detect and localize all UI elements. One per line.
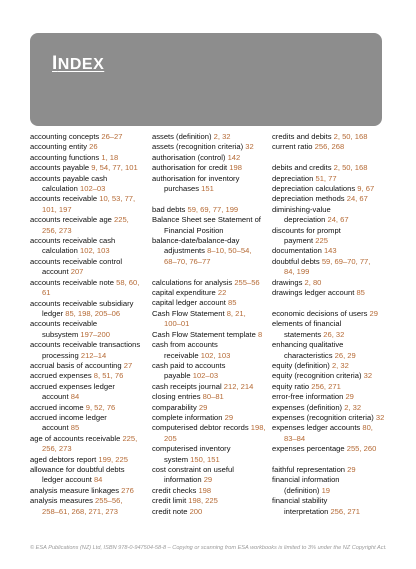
index-page-numbers: 198 [229, 163, 242, 173]
index-entry [272, 309, 384, 319]
index-term: Cash Flow Statement template [152, 329, 258, 339]
index-page-numbers: 68–70, 76–77 [164, 256, 211, 266]
index-page-numbers: 1, 18 [101, 152, 119, 162]
page-title [52, 53, 104, 75]
index-entry [272, 132, 384, 142]
index-entry [272, 246, 384, 256]
index-page-numbers: 256, 271 [330, 506, 360, 516]
index-entry [152, 226, 266, 236]
index-term: depreciation [284, 215, 328, 225]
index-term: accrued expenses [30, 371, 94, 381]
index-term: credits and debits [272, 132, 334, 141]
index-entry [272, 434, 384, 444]
index-term: ledger account [42, 475, 94, 485]
index-page-numbers: 207 [70, 267, 84, 277]
index-entry [152, 163, 266, 173]
index-term: accrued expenses ledger [30, 381, 115, 391]
index-entry [152, 257, 266, 267]
index-entry [30, 319, 140, 329]
index-entry [272, 163, 384, 173]
index-entry [272, 288, 384, 298]
index-entry [152, 382, 266, 392]
index-entry [152, 184, 266, 194]
index-term: processing [42, 350, 81, 360]
index-term: accounting functions [30, 152, 102, 162]
index-term: expenses ledger accounts [272, 423, 363, 433]
index-entry [30, 257, 140, 267]
index-term: financial stability [272, 496, 328, 506]
index-term: accounts receivable [30, 319, 98, 329]
index-page-numbers: 61 [42, 288, 51, 298]
index-term: expenses percentage [272, 444, 347, 454]
index-page-numbers: 9, 54, 77, 101 [91, 163, 138, 173]
index-page-numbers: 258–61, 268, 271, 273 [42, 506, 119, 516]
index-entry [30, 215, 140, 225]
index-term: aged debtors report [30, 454, 99, 464]
index-entry [152, 507, 266, 517]
index-entry [152, 236, 266, 246]
index-entry [30, 184, 140, 194]
index-entry [152, 351, 266, 361]
index-page-numbers: 256, 271 [311, 381, 341, 391]
index-term: (definition) [284, 485, 322, 495]
index-page-numbers: 276 [121, 485, 134, 495]
index-term: accounts receivable [30, 194, 100, 204]
index-page-numbers: 29 [224, 412, 234, 422]
index-entry [272, 226, 384, 236]
index-header-banner [30, 33, 382, 126]
index-entry [272, 403, 384, 413]
index-page-numbers: 255–56 [234, 277, 260, 287]
index-entry [30, 340, 140, 350]
index-term: account [42, 267, 71, 277]
index-term: accounts receivable control [30, 256, 123, 266]
index-entry [152, 465, 266, 475]
index-page-numbers: 101, 197 [42, 204, 72, 214]
index-term: Cash Flow Statement [152, 308, 227, 318]
index-column-1 [30, 132, 140, 517]
index-page-numbers: 225, [122, 433, 138, 443]
index-page-numbers: 9, 67 [357, 184, 375, 194]
index-page-numbers: 2, 32 [344, 402, 362, 412]
index-page-numbers: 142 [227, 152, 241, 162]
index-entry [152, 486, 266, 496]
index-page-numbers: 32 [245, 142, 254, 152]
index-entry [272, 475, 384, 485]
index-page-numbers: 51, 77 [315, 173, 337, 183]
index-entry [30, 403, 140, 413]
index-term: expenses (definition) [272, 402, 345, 412]
index-page-numbers: 2, 32 [213, 132, 231, 141]
index-term: economic decisions of users [272, 308, 370, 318]
index-page-numbers: 256, 268 [314, 142, 345, 152]
index-entry [152, 246, 266, 256]
index-entry [152, 215, 266, 225]
index-entry [30, 309, 140, 319]
index-entry [272, 142, 384, 152]
index-entry [152, 403, 266, 413]
index-term: elements of financial [272, 319, 342, 329]
index-entry [272, 319, 384, 329]
index-page-numbers: 26, 29 [334, 350, 356, 360]
index-term: capital expenditure [152, 288, 218, 298]
index-section-gap [272, 298, 384, 308]
index-term: faithful representation [272, 464, 348, 474]
index-term: allowance for doubtful debts [30, 465, 125, 474]
index-page-numbers: 225, [114, 215, 129, 225]
index-page-numbers: 212, 214 [223, 381, 254, 391]
index-term: accounts receivable age [30, 215, 115, 225]
index-term: calculation [42, 246, 80, 256]
index-entry [30, 278, 140, 288]
index-term: comparability [152, 402, 199, 412]
index-entry [152, 174, 266, 184]
index-entry [30, 507, 140, 517]
index-term: system [164, 454, 191, 464]
index-term: accounts payable cash [30, 173, 108, 183]
index-entry [30, 226, 140, 236]
index-term: authorisation for inventory [152, 173, 240, 183]
index-page-numbers: 205 [164, 433, 177, 443]
index-entry [30, 361, 140, 371]
index-term: balance-date/balance-day [152, 236, 240, 246]
index-page-numbers: 255–56, [95, 496, 123, 506]
index-entry [30, 351, 140, 361]
index-entry [30, 486, 140, 496]
title-rest: NDEX [57, 56, 105, 73]
index-term: payment [284, 236, 316, 246]
index-page-numbers: 2, 50, 168 [333, 132, 368, 141]
index-entry [152, 413, 266, 423]
index-entry [152, 434, 266, 444]
index-page-numbers: 29 [203, 475, 213, 485]
index-page-numbers: 32 [363, 371, 373, 381]
index-entry [30, 423, 140, 433]
index-term: bad debts [152, 204, 188, 214]
index-entry [272, 215, 384, 225]
index-page-numbers: 8, 21, [226, 308, 246, 318]
index-term: accounting entity [30, 142, 90, 152]
index-page-numbers: 2, 32 [331, 360, 349, 370]
index-term: error-free information [272, 392, 346, 402]
index-entry [30, 246, 140, 256]
index-term: financial information [272, 475, 340, 485]
index-page-numbers: 10, 53, 77, [99, 194, 136, 204]
index-term: characteristics [284, 350, 335, 360]
index-page-numbers: 59, 69, 77, 199 [187, 204, 239, 214]
index-entry [30, 382, 140, 392]
title-initial: I [52, 53, 58, 74]
index-term: authorisation (control) [152, 152, 228, 162]
index-entry [272, 486, 384, 496]
index-term: drawings [272, 277, 305, 287]
index-entry [30, 194, 140, 204]
index-page-numbers: 197–200 [80, 329, 110, 339]
index-entry [152, 371, 266, 381]
index-page-numbers: 9, 52, 76 [85, 402, 116, 412]
index-term: statements [284, 329, 324, 339]
index-page-numbers: 29 [198, 402, 208, 412]
index-term: depreciation [272, 173, 316, 183]
index-page-numbers: 27 [123, 360, 133, 370]
index-page-numbers: 58, 60, [116, 277, 140, 287]
index-page-numbers: 84, 199 [284, 267, 310, 277]
index-page-numbers: 26, 32 [323, 329, 345, 339]
index-entry [30, 267, 140, 277]
index-term: assets (definition) [152, 132, 214, 141]
index-entry [30, 205, 140, 215]
index-entry [272, 257, 384, 267]
index-page-numbers: 29 [347, 464, 356, 474]
index-term: accounts receivable note [30, 277, 117, 287]
index-section-gap [152, 267, 266, 277]
index-page-numbers: 150, 151 [190, 454, 220, 464]
index-page-numbers: 199, 225 [98, 454, 128, 464]
index-page-numbers: 8–10, 50–54, [207, 246, 252, 256]
index-term: credit note [152, 506, 190, 516]
copyright-footer: © ESA Publications (NZ) Ltd, ISBN 978-0-947504-58-8 – Copying or scanning from ESA workbooks is limited to 3% under the NZ Copyright Act. [30, 545, 387, 551]
index-term: accounting concepts [30, 132, 102, 141]
index-term: current ratio [272, 142, 315, 152]
index-page-numbers: 85 [70, 423, 80, 433]
index-term: Financial Position [164, 225, 224, 235]
index-entry [30, 299, 140, 309]
index-page-numbers: 84 [93, 475, 103, 485]
index-term: ledger [42, 308, 66, 318]
index-page-numbers: 102–03 [80, 184, 106, 194]
index-entry [272, 351, 384, 361]
index-entry [30, 434, 140, 444]
index-entry [30, 174, 140, 184]
index-entry [152, 340, 266, 350]
index-term: credit checks [152, 485, 199, 495]
index-page-numbers: 8, 51, 76 [93, 371, 124, 381]
index-entry [272, 361, 384, 371]
index-page-numbers: 24, 67 [346, 194, 368, 204]
index-page-numbers: 102, 103 [200, 350, 231, 360]
index-term: Balance Sheet see Statement of [152, 215, 261, 225]
index-term: documentation [272, 246, 324, 256]
index-page-numbers: 225 [315, 236, 328, 246]
index-page-numbers: 83–84 [284, 433, 306, 443]
index-term: payable [164, 371, 193, 381]
index-column-3 [272, 132, 384, 517]
index-term: depreciation methods [272, 194, 347, 204]
index-entry [272, 444, 384, 454]
index-entry [152, 319, 266, 329]
index-term: computerised debtor records [152, 423, 251, 433]
index-term: account [42, 423, 71, 433]
index-entry [272, 340, 384, 350]
index-term: interpretation [284, 506, 331, 516]
index-entry [152, 496, 266, 506]
index-entry [272, 330, 384, 340]
index-entry [272, 174, 384, 184]
index-term: accounts receivable cash [30, 236, 116, 246]
index-entry [152, 153, 266, 163]
index-page-numbers: 198, [250, 423, 266, 433]
index-term: computerised inventory [152, 444, 231, 454]
index-entry [30, 153, 140, 163]
index-term: subsystem [42, 329, 81, 339]
index-section-gap [152, 194, 266, 204]
index-term: accounts payable [30, 163, 92, 173]
index-page-numbers: 200 [189, 506, 203, 516]
index-page-numbers: 2, 80 [304, 277, 322, 287]
index-term: enhancing qualitative [272, 340, 344, 350]
index-page-numbers: 85 [228, 298, 237, 308]
index-column-2 [152, 132, 266, 517]
index-term: equity (recognition criteria) [272, 371, 364, 381]
index-term: doubtful debts [272, 256, 322, 266]
index-term: diminishing-value [272, 204, 331, 214]
index-page-numbers: 102–03 [192, 371, 219, 381]
index-entry [152, 475, 266, 485]
index-entry [152, 298, 266, 308]
index-term: adjustments [164, 246, 208, 256]
index-term: discounts for prompt [272, 225, 341, 235]
index-term: accrued income ledger [30, 412, 107, 422]
index-term: depreciation calculations [272, 184, 358, 194]
index-entry [30, 475, 140, 485]
index-page-numbers: 22 [217, 288, 227, 298]
index-term: expenses (recognition criteria) [272, 412, 376, 422]
index-term: receivable [164, 350, 201, 360]
index-entry [272, 371, 384, 381]
index-page-numbers: 85 [356, 288, 365, 298]
index-term: purchases [164, 184, 202, 194]
index-term: cost constraint on useful [152, 464, 234, 474]
index-entry [30, 465, 140, 475]
index-page-numbers: 29 [369, 308, 378, 318]
index-page-numbers: 84 [70, 392, 80, 402]
index-page-numbers: 59, 69–70, 77, [321, 256, 371, 266]
index-section-gap [272, 455, 384, 465]
index-term: capital ledger account [152, 298, 228, 308]
index-term: accrual basis of accounting [30, 360, 124, 370]
index-term: accrued income [30, 402, 86, 412]
index-term: drawings ledger account [272, 288, 357, 298]
index-term: cash receipts journal [152, 381, 224, 391]
index-entry [30, 142, 140, 152]
index-entry [30, 236, 140, 246]
index-entry [272, 496, 384, 506]
index-entry [152, 278, 266, 288]
index-page-numbers: 2, 50, 168 [333, 163, 368, 173]
index-page-numbers: 80–81 [202, 392, 224, 402]
index-page-numbers: 255, 260 [346, 444, 377, 454]
index-term: account [42, 392, 71, 402]
index-entry [30, 413, 140, 423]
index-entry [30, 496, 140, 506]
index-page-numbers: 85, 198, 205–06 [65, 308, 121, 318]
index-entry [30, 392, 140, 402]
index-entry [30, 330, 140, 340]
index-term: information [164, 475, 204, 485]
index-page-numbers: 151 [201, 184, 214, 194]
index-entry [272, 205, 384, 215]
index-entry [152, 142, 266, 152]
index-entry [30, 132, 140, 142]
index-term: analysis measures [30, 496, 95, 506]
index-entry [30, 455, 140, 465]
index-term: debits and credits [272, 163, 334, 173]
index-entry [152, 444, 266, 454]
index-entry [272, 267, 384, 277]
index-term: analysis measure linkages [30, 485, 122, 495]
index-page-numbers: 198, 225 [188, 496, 218, 506]
index-term: age of accounts receivable [30, 433, 123, 443]
index-page-numbers: 212–14 [80, 350, 107, 360]
index-term: credit limit [152, 496, 189, 506]
index-term: calculation [42, 184, 80, 194]
index-page-numbers: 24, 67 [327, 215, 349, 225]
index-entry [30, 371, 140, 381]
index-entry [272, 423, 384, 433]
index-entry [152, 309, 266, 319]
index-entry [272, 184, 384, 194]
index-entry [152, 132, 266, 142]
index-entry [152, 330, 266, 340]
index-entry [272, 194, 384, 204]
index-term: complete information [152, 412, 225, 422]
index-page-numbers: 102, 103 [80, 246, 110, 256]
index-entry [272, 236, 384, 246]
index-entry [30, 444, 140, 454]
index-entry [30, 163, 140, 173]
index-page-numbers: 8 [257, 329, 263, 339]
index-entry [272, 392, 384, 402]
index-term: accounts receivable transactions [30, 340, 141, 350]
index-term: assets (recognition criteria) [152, 142, 246, 152]
index-page-numbers: 19 [321, 485, 331, 495]
index-term: authorisation for credit [152, 163, 230, 173]
index-entry [152, 288, 266, 298]
index-page-numbers: 26 [89, 142, 98, 152]
index-term: cash paid to accounts [152, 360, 226, 370]
index-page-numbers: 198 [198, 485, 212, 495]
index-page-numbers: 256, 273 [42, 225, 72, 235]
index-entry [30, 288, 140, 298]
index-page-numbers: 32 [375, 412, 385, 422]
index-page-numbers: 29 [345, 392, 354, 402]
index-page-numbers: 143 [323, 246, 337, 256]
index-entry [152, 205, 266, 215]
index-page-numbers: 256, 273 [42, 444, 72, 454]
index-page-numbers: 26–27 [101, 132, 123, 141]
index-term: cash from accounts [152, 340, 218, 350]
index-term: closing entries [152, 392, 203, 402]
index-term: equity (definition) [272, 360, 332, 370]
index-entry [272, 465, 384, 475]
index-section-gap [272, 153, 384, 163]
index-page-numbers: 100–01 [164, 319, 190, 329]
index-page-numbers: 80, [362, 423, 373, 433]
index-entry [272, 413, 384, 423]
index-entry [152, 455, 266, 465]
index-entry [272, 278, 384, 288]
index-term: equity ratio [272, 381, 312, 391]
index-entry [272, 507, 384, 517]
index-entry [272, 382, 384, 392]
index-entry [152, 423, 266, 433]
index-term: calculations for analysis [152, 277, 235, 287]
index-entry [152, 361, 266, 371]
index-term: accounts receivable subsidiary [30, 298, 134, 308]
index-entry [152, 392, 266, 402]
